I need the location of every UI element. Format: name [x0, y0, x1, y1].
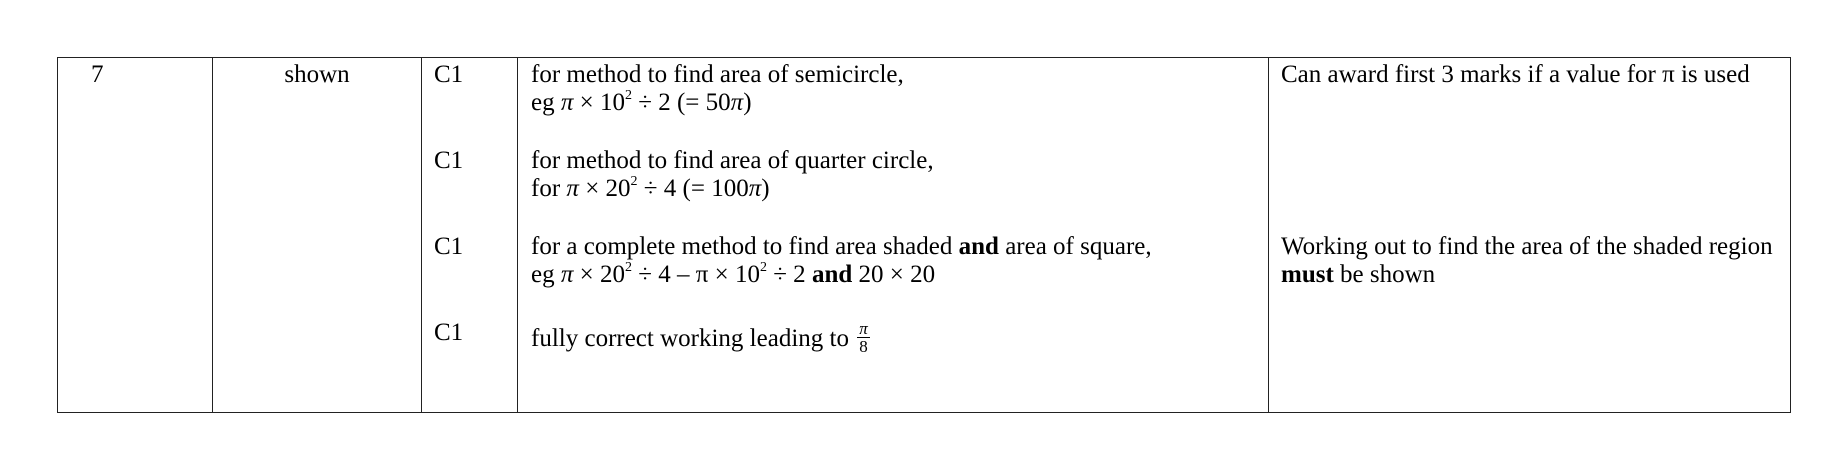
- pi-symbol: π: [730, 89, 744, 116]
- guidance-item: [518, 233, 1268, 319]
- formula-text: 20 × 20: [852, 261, 936, 288]
- mark-cell: [422, 58, 518, 413]
- mark-item: [422, 147, 517, 233]
- guidance-line: for method to find area of semicircle,: [531, 61, 904, 88]
- question-number-cell: [58, 58, 213, 413]
- pi-symbol: π: [748, 175, 762, 202]
- pi-symbol: π: [560, 261, 574, 288]
- formula-text: ÷ 4 (= 100: [637, 175, 749, 202]
- bold-keyword: and: [811, 261, 853, 288]
- exponent: 2: [759, 259, 767, 275]
- mark-item: [422, 319, 517, 405]
- guidance-formula: [531, 89, 1268, 117]
- answer-text: shown: [284, 61, 350, 88]
- guidance-line: [531, 233, 1268, 261]
- mark-item: [422, 233, 517, 319]
- formula-text: × 20: [578, 175, 631, 202]
- bold-keyword: must: [1281, 261, 1334, 288]
- exponent: 2: [625, 259, 632, 275]
- note-item: [1269, 233, 1790, 319]
- fraction: [857, 320, 870, 355]
- mark-item: [422, 61, 517, 147]
- formula-text: × 20: [573, 261, 625, 288]
- note-text-rest: be shown: [1333, 261, 1436, 288]
- guidance-line: [531, 319, 1268, 358]
- mark-label: C1: [434, 147, 464, 174]
- note-text: [1281, 261, 1790, 289]
- guidance-text: area of square,: [998, 233, 1152, 260]
- pi-symbol: π: [566, 175, 579, 202]
- formula-text: ): [743, 89, 752, 116]
- mark-scheme-table: [57, 57, 1791, 413]
- formula-prefix: for: [531, 175, 567, 202]
- formula-text: × 10: [573, 89, 625, 116]
- guidance-formula: [531, 175, 1268, 203]
- additional-guidance-cell: [1269, 58, 1791, 413]
- formula-text: ÷ 2 (= 50: [632, 89, 731, 116]
- mark-label: C1: [434, 61, 464, 88]
- note-text: Working out to find the area of the shaded region: [1281, 233, 1773, 260]
- guidance-formula: [531, 261, 1268, 289]
- guidance-item: [518, 61, 1268, 147]
- answer-cell: [213, 58, 422, 413]
- mark-label: C1: [434, 233, 464, 260]
- guidance-item: [518, 319, 1268, 405]
- guidance-item: [518, 147, 1268, 233]
- formula-text: ÷ 4 – π × 10: [632, 261, 760, 288]
- pi-symbol: π: [560, 89, 574, 116]
- mark-scheme-guidance-cell: [518, 58, 1269, 413]
- note-text: Can award first 3 marks if a value for π is used: [1281, 61, 1750, 88]
- formula-prefix: eg: [531, 89, 561, 116]
- exponent: 2: [625, 87, 632, 103]
- note-item-empty: [1269, 147, 1790, 233]
- fraction-denominator: 8: [859, 337, 868, 356]
- fraction-numerator: π: [859, 319, 868, 338]
- formula-prefix: eg: [531, 261, 561, 288]
- guidance-text: for a complete method to find area shaded: [531, 233, 959, 260]
- formula-text: ): [761, 175, 770, 202]
- question-number: 7: [91, 61, 104, 88]
- bold-keyword: and: [958, 233, 999, 260]
- table-row: [58, 58, 1791, 413]
- guidance-line: for method to find area of quarter circle,: [531, 147, 934, 174]
- formula-text: ÷ 2: [766, 261, 812, 288]
- mark-label: C1: [434, 319, 464, 346]
- exponent: 2: [630, 173, 638, 189]
- guidance-text: fully correct working leading to: [531, 325, 856, 353]
- note-item: [1269, 61, 1790, 147]
